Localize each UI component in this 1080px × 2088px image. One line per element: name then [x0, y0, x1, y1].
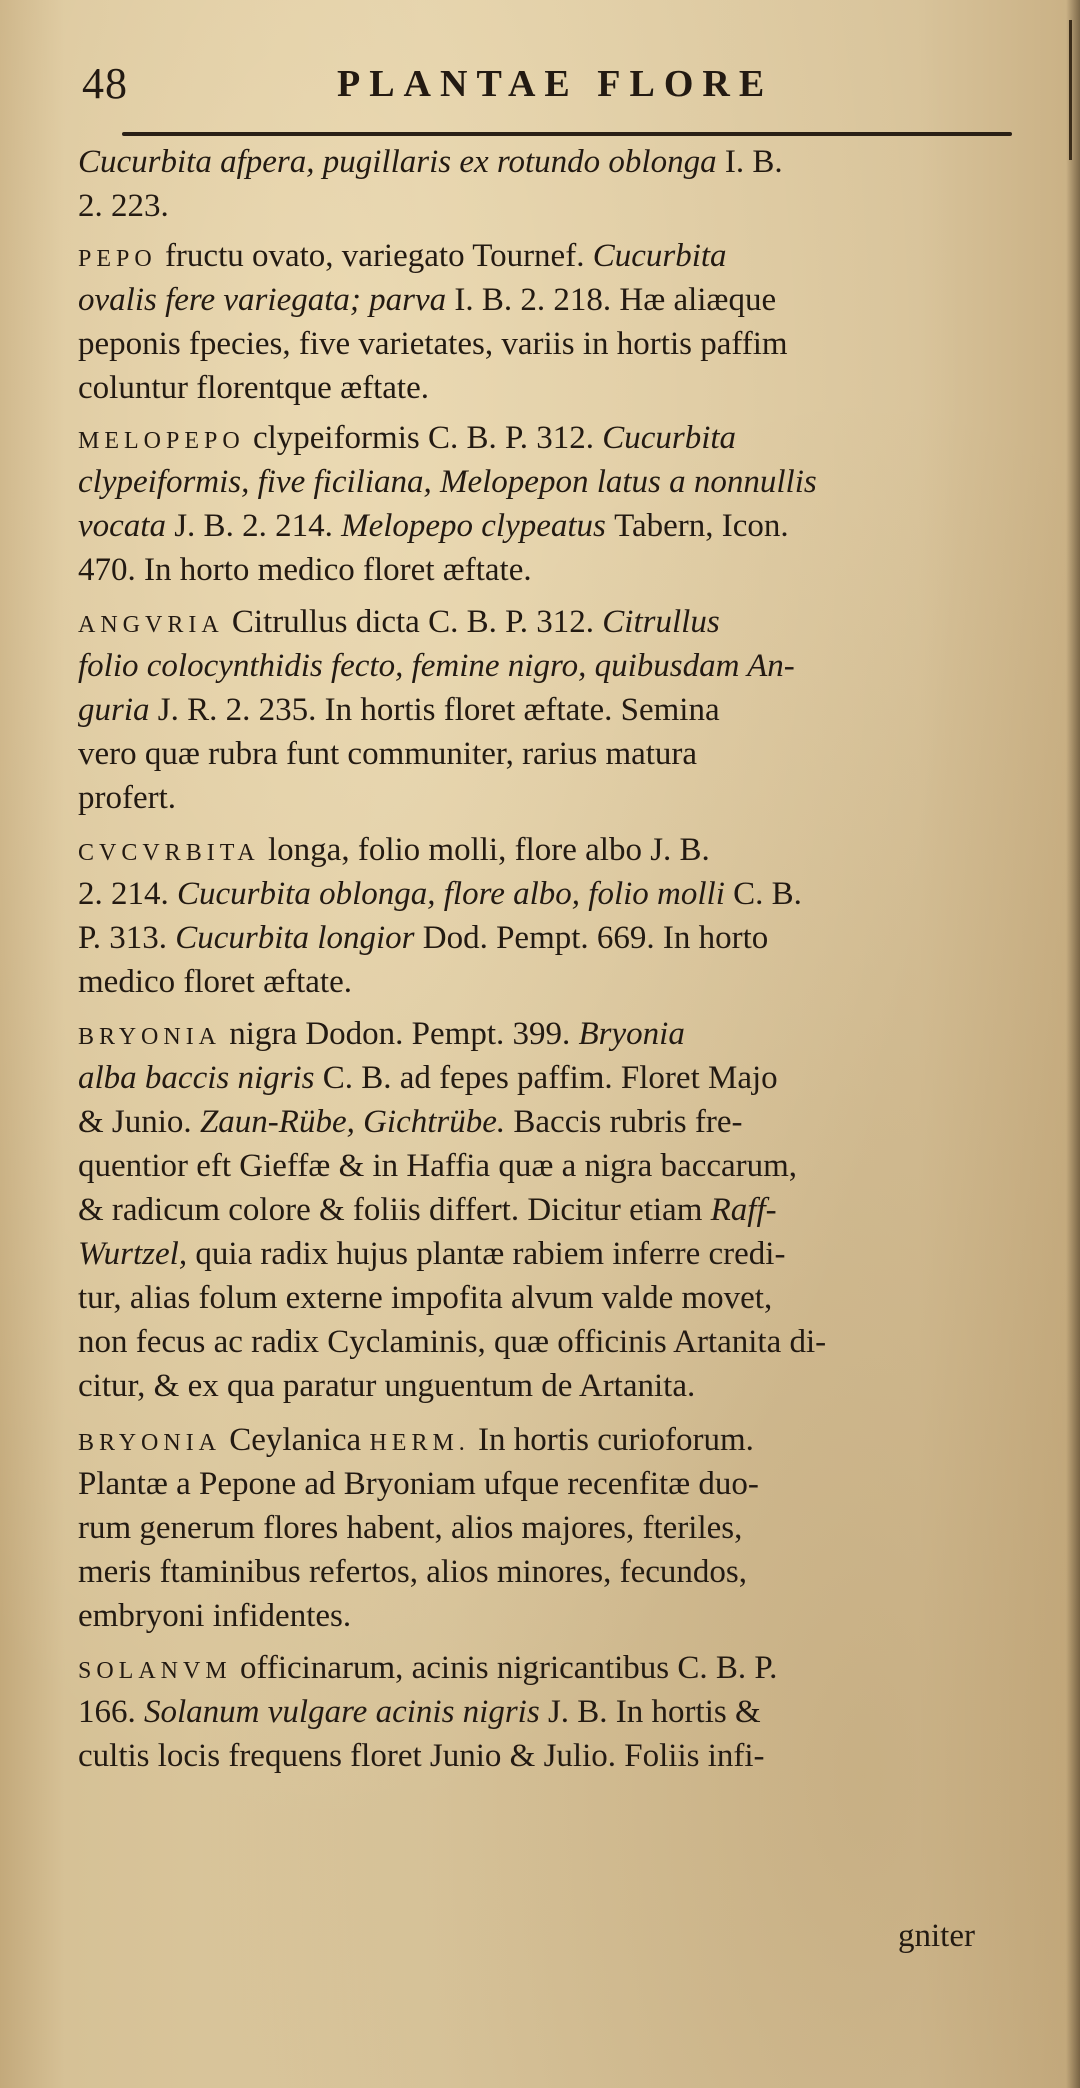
text-segment: P. 313.	[78, 920, 176, 956]
text-line	[78, 732, 697, 776]
text-line	[78, 1232, 785, 1276]
text-line	[78, 234, 727, 278]
text-line	[78, 1734, 765, 1778]
text-segment: J. B. In hortis &	[547, 1694, 761, 1730]
text-line	[78, 1012, 685, 1056]
text-line	[78, 688, 720, 732]
text-segment: & Junio.	[78, 1104, 200, 1140]
text-line	[78, 460, 817, 504]
text-segment: 166.	[78, 1694, 144, 1730]
text-segment: BRYONIA	[78, 1024, 222, 1050]
text-line	[78, 600, 720, 644]
text-segment: Melopepo clypeatus	[341, 508, 615, 544]
text-segment: nigra Dodon. Pempt. 399.	[221, 1016, 579, 1052]
text-line	[78, 1320, 826, 1364]
catchword: gniter	[898, 1918, 975, 1954]
text-segment: BRYONIA	[78, 1430, 222, 1456]
text-segment: I. B. 2. 218. Hæ aliæque	[454, 282, 777, 318]
text-segment: embryoni infidentes.	[78, 1598, 352, 1634]
text-segment: longa, folio molli, flore albo J. B.	[259, 832, 710, 868]
text-segment: Dod. Pempt. 669. In horto	[422, 920, 769, 956]
text-segment: rum generum flores habent, alios majores, fteriles,	[78, 1510, 743, 1546]
text-segment: clypeiformis C. B. P. 312.	[244, 420, 603, 456]
text-segment: folio colocynthidis fecto, femine nigro, quibusdam An-	[78, 648, 795, 684]
text-segment: fructu ovato, variegato Tournef.	[156, 238, 593, 274]
text-segment: clypeiformis, five ficiliana, Melopepon latus a nonnullis	[78, 464, 817, 500]
text-segment: Cucurbita	[592, 238, 727, 274]
text-line	[78, 322, 788, 366]
text-segment: 470. In horto medico floret æftate.	[78, 552, 532, 588]
text-segment: Zaun-Rübe, Gichtrübe.	[199, 1104, 514, 1140]
text-segment: quentior eft Gieffæ & in Haffia quæ a nigra baccarum,	[78, 1148, 798, 1184]
text-line	[78, 1594, 351, 1638]
text-line	[78, 1646, 777, 1690]
text-segment: PEPO	[78, 246, 157, 272]
text-segment: alba baccis nigris	[78, 1060, 323, 1096]
text-segment: Plantæ a Pepone ad Bryoniam ufque recenfitæ duo-	[78, 1466, 759, 1502]
text-segment: SOLANVM	[78, 1658, 232, 1684]
text-line	[78, 548, 532, 592]
text-segment: Cucurbita oblonga, flore albo, folio molli	[177, 876, 734, 912]
text-segment: CVCVRBITA	[78, 840, 260, 866]
text-segment: & radicum colore & foliis differt. Dicitur etiam	[78, 1192, 711, 1228]
text-line	[78, 366, 429, 410]
text-line	[78, 644, 795, 688]
running-head: PLANTAE FLORE	[337, 63, 774, 105]
text-line	[78, 1144, 797, 1188]
text-line	[78, 504, 789, 548]
text-line	[78, 184, 169, 228]
text-segment: C. B.	[733, 876, 802, 912]
text-segment: ovalis fere variegata; parva	[78, 282, 455, 318]
text-line	[78, 916, 768, 960]
text-segment: Tabern, Icon.	[614, 508, 789, 544]
text-segment: C. B. ad fepes paffim. Floret Majo	[322, 1060, 778, 1096]
text-segment: peponis fpecies, five varietates, variis in hortis paffim	[78, 326, 788, 362]
page-edge-shadow	[1066, 0, 1080, 2088]
text-segment: cultis locis frequens floret Junio & Julio. Foliis infi-	[78, 1738, 765, 1774]
text-segment: Raff-	[710, 1192, 777, 1228]
text-line	[78, 140, 783, 184]
text-segment: ANGVRIA	[78, 612, 224, 638]
text-line	[78, 960, 352, 1004]
text-segment: citur, & ex qua paratur unguentum de Artanita.	[78, 1368, 696, 1404]
text-segment: J. R. 2. 235. In hortis floret æftate. Semina	[157, 692, 720, 728]
text-line	[78, 1276, 772, 1320]
text-line	[78, 1418, 754, 1462]
text-line	[78, 872, 802, 916]
text-segment: Citrullus dicta C. B. P. 312.	[223, 604, 603, 640]
text-segment: Baccis rubris fre-	[513, 1104, 743, 1140]
text-segment: J. B. 2. 214.	[174, 508, 342, 544]
text-line	[78, 1188, 777, 1232]
text-segment: quia radix hujus plantæ rabiem inferre credi-	[195, 1236, 786, 1272]
text-line	[78, 1690, 761, 1734]
text-line	[78, 776, 176, 820]
text-segment: Bryonia	[578, 1016, 685, 1052]
text-segment: 2. 223.	[78, 188, 169, 224]
text-segment: non fecus ac radix Cyclaminis, quæ officinis Artanita di-	[78, 1324, 827, 1360]
text-segment: vero quæ rubra funt communiter, rarius matura	[78, 736, 698, 772]
text-segment: profert.	[78, 780, 177, 816]
text-segment: Ceylanica	[221, 1422, 370, 1458]
text-segment: HERM.	[369, 1430, 470, 1456]
header-rule	[122, 132, 1012, 136]
page-header	[82, 58, 1022, 118]
text-segment: Wurtzel,	[78, 1236, 196, 1272]
text-segment: officinarum, acinis nigricantibus C. B. P.	[231, 1650, 778, 1686]
text-segment: Cucurbita	[602, 420, 737, 456]
text-segment: tur, alias folum externe impofita alvum valde movet,	[78, 1280, 773, 1316]
text-segment: coluntur florentque æftate.	[78, 370, 429, 406]
text-line	[78, 1100, 742, 1144]
text-line	[78, 1550, 747, 1594]
text-line	[78, 1462, 759, 1506]
text-segment: 2. 214.	[78, 876, 177, 912]
text-line	[78, 1364, 695, 1408]
text-segment: Cucurbita afpera, pugillaris ex rotundo oblonga	[78, 144, 725, 180]
text-line	[78, 828, 710, 872]
page-number: 48	[82, 59, 128, 108]
text-line	[78, 1506, 742, 1550]
text-segment: MELOPEPO	[78, 428, 245, 454]
page-edge-mark	[1069, 20, 1072, 160]
text-segment: Solanum vulgare acinis nigris	[144, 1694, 548, 1730]
text-line	[78, 1056, 778, 1100]
text-segment: I. B.	[724, 144, 783, 180]
text-line	[78, 416, 736, 460]
text-segment: medico floret æftate.	[78, 964, 352, 1000]
text-segment: guria	[78, 692, 158, 728]
text-segment: meris ftaminibus refertos, alios minores, fecundos,	[78, 1554, 748, 1590]
text-segment: Citrullus	[602, 604, 720, 640]
text-segment: In hortis curioforum.	[469, 1422, 754, 1458]
text-segment: Cucurbita longior	[175, 920, 423, 956]
text-line	[78, 278, 776, 322]
text-segment: vocata	[78, 508, 175, 544]
